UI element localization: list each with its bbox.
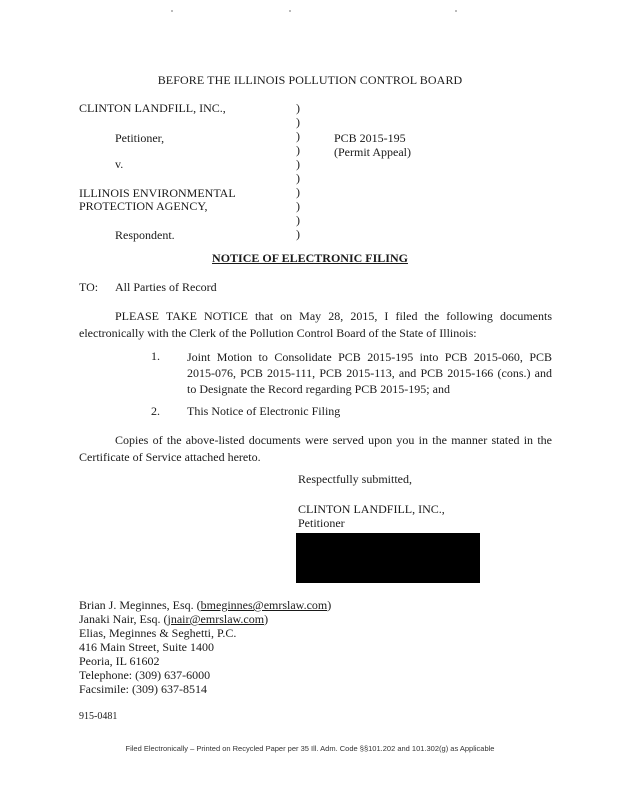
notice-title: NOTICE OF ELECTRONIC FILING xyxy=(212,251,408,265)
versus-label: v. xyxy=(115,157,124,171)
attorney-email-link[interactable]: jnair@emrslaw.com xyxy=(167,612,265,626)
caption-paren: ) xyxy=(296,199,300,213)
respondent-name-line1: ILLINOIS ENVIRONMENTAL xyxy=(79,186,236,200)
law-firm-name: Elias, Meginnes & Seghetti, P.C. xyxy=(79,626,237,640)
caption-paren: ) xyxy=(296,227,300,241)
attorney-name: Brian J. Meginnes, Esq. ( xyxy=(79,598,201,612)
caption-paren: ) xyxy=(296,101,300,115)
scan-speck xyxy=(171,10,173,12)
document-number: 1. xyxy=(151,349,160,363)
petitioner-role: Petitioner, xyxy=(115,131,165,145)
attorney-paren-close: ) xyxy=(264,612,269,626)
attorney-email-link[interactable]: bmeginnes@emrslaw.com xyxy=(200,598,328,612)
facsimile-number: Facsimile: (309) 637-8514 xyxy=(79,682,207,696)
caption-paren: ) xyxy=(296,171,300,185)
caption-paren: ) xyxy=(296,185,300,199)
attorney-line-1 xyxy=(79,598,331,613)
intro-paragraph: PLEASE TAKE NOTICE that on May 28, 2015, I filed the following documents electronically with the Clerk of the Pollution Control Board of the State of Illinois: xyxy=(79,309,552,340)
redaction-box xyxy=(296,533,480,583)
caption-paren: ) xyxy=(296,115,300,129)
attorney-paren-close: ) xyxy=(327,598,332,612)
page-footer: Filed Electronically – Printed on Recycled Paper per 35 Ill. Adm. Code §§101.202 and 101.302(g) as Applicable xyxy=(125,744,495,753)
service-paragraph: Copies of the above-listed documents were served upon you in the manner stated in the Certificate of Service attached hereto. xyxy=(79,433,552,464)
caption-paren: ) xyxy=(296,213,300,227)
document-description: Joint Motion to Consolidate PCB 2015-195 into PCB 2015-060, PCB 2015-076, PCB 2015-111, PCB 2015-113, and PCB 2015-166 (cons.) and to Designate the Record regarding PCB 2015-195; and xyxy=(187,350,552,396)
respondent-name-line2: PROTECTION AGENCY, xyxy=(79,199,208,213)
document-description: This Notice of Electronic Filing xyxy=(187,404,341,418)
signature-role: Petitioner xyxy=(298,516,345,530)
caption-paren: ) xyxy=(296,143,300,157)
city-address: Peoria, IL 61602 xyxy=(79,654,160,668)
scan-speck xyxy=(455,10,457,12)
signature-closing: Respectfully submitted, xyxy=(298,472,412,486)
court-heading: BEFORE THE ILLINOIS POLLUTION CONTROL BOARD xyxy=(157,73,463,87)
petitioner-name: CLINTON LANDFILL, INC., xyxy=(79,101,226,115)
case-number: PCB 2015-195 xyxy=(334,131,406,145)
document-number: 2. xyxy=(151,404,160,418)
to-value: All Parties of Record xyxy=(115,280,217,294)
file-code: 915-0481 xyxy=(79,711,118,722)
attorney-line-2 xyxy=(79,612,268,627)
respondent-role: Respondent. xyxy=(115,228,175,242)
signature-party: CLINTON LANDFILL, INC., xyxy=(298,502,445,516)
telephone-number: Telephone: (309) 637-6000 xyxy=(79,668,211,682)
to-label: TO: xyxy=(79,280,99,294)
scan-speck xyxy=(289,10,291,12)
case-type: (Permit Appeal) xyxy=(334,145,411,159)
attorney-name: Janaki Nair, Esq. ( xyxy=(79,612,168,626)
caption-paren: ) xyxy=(296,129,300,143)
street-address: 416 Main Street, Suite 1400 xyxy=(79,640,214,654)
caption-paren: ) xyxy=(296,157,300,171)
